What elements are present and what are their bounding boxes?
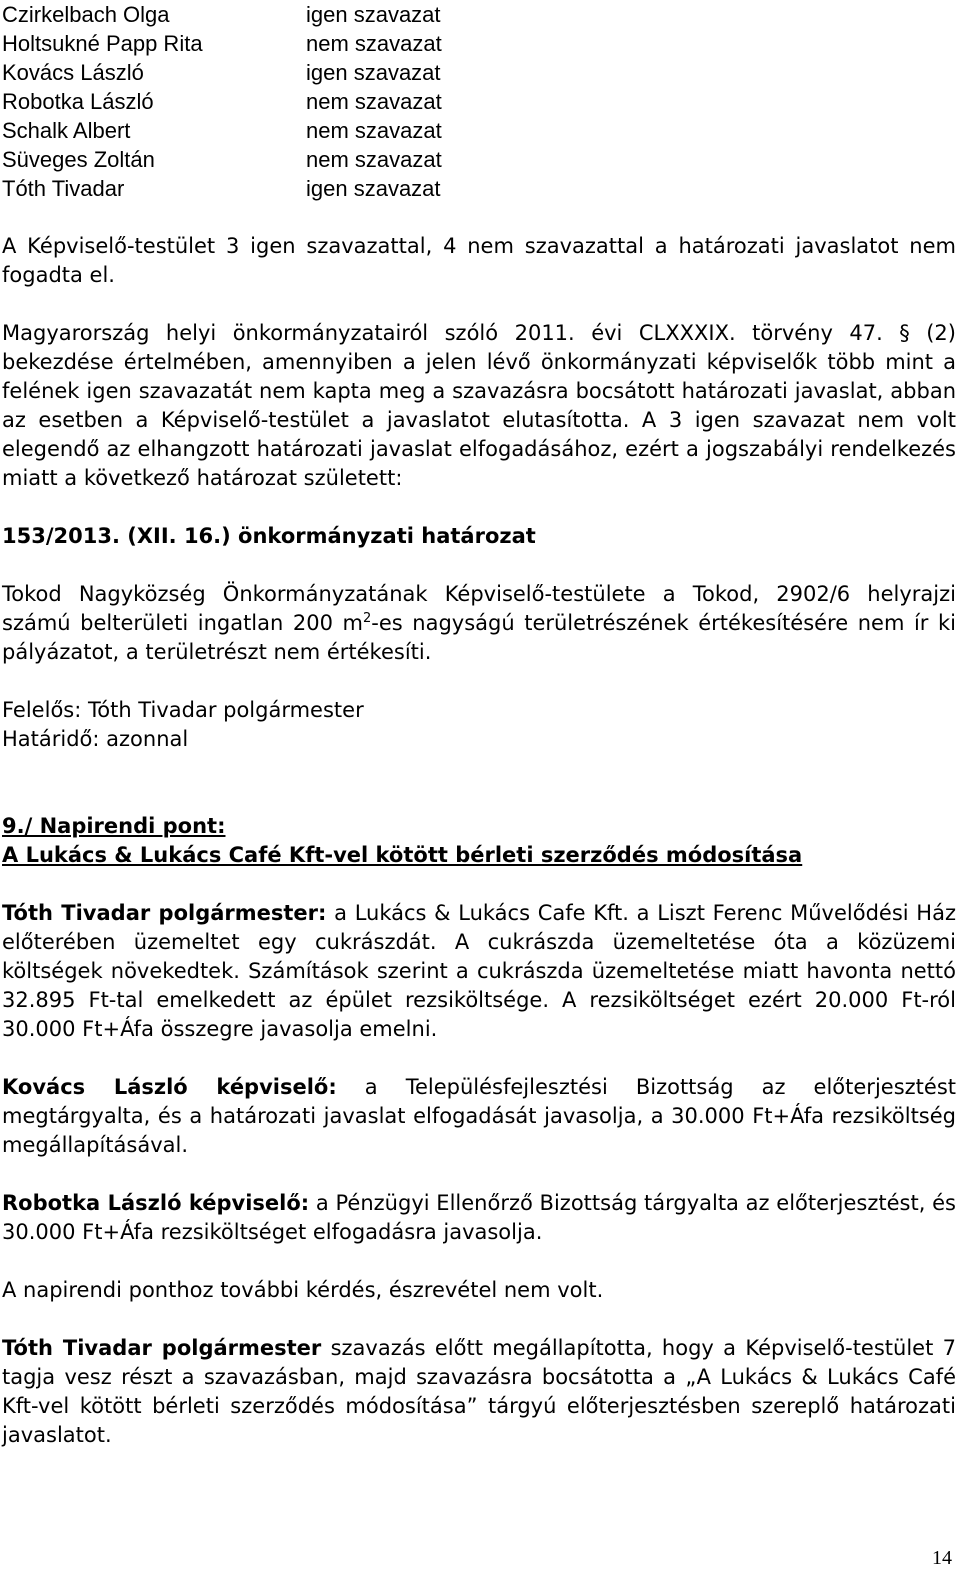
- law-reference-paragraph: Magyarország helyi önkormányzatairól szóló 2011. évi CLXXXIX. törvény 47. § (2) bekezdése értelmében, amennyiben a jelen lévő önkormányzati képviselők több mint a felének igen szavazatát nem kapta meg a szavazásra bocsátott határozati javaslat, abban az esetben a Képviselő-testület a javaslatot elutasította. A 3 igen szavazat nem volt elegendő az elhangzott határozati javaslat elfogadásához, ezért a jogszabályi rendelkezés miatt a következő határozat született:: [2, 321, 956, 490]
- document-page: [2, 0, 956, 1450]
- voter-name: Robotka László: [2, 89, 154, 114]
- vote-result-paragraph: A Képviselő-testület 3 igen szavazattal, 4 nem szavazattal a határozati javaslatot nem fogadta el.: [2, 234, 956, 287]
- superscript: 2: [362, 611, 372, 626]
- speech-text: a Településfejlesztési Bizottság az előterjesztést megtárgyalta, és a határozati javaslat elfogadását javasolja, a 30.000 Ft+Áfa rezsiköltség megállapításával.: [2, 1075, 956, 1157]
- vote-value: igen szavazat: [306, 176, 441, 201]
- responsible-line: Felelős: Tóth Tivadar polgármester: [2, 698, 364, 722]
- speaker-name: Tóth Tivadar polgármester: [2, 1336, 322, 1360]
- voter-name: Süveges Zoltán: [2, 147, 155, 172]
- vote-value: nem szavazat: [306, 147, 442, 172]
- resolution-text-main: Tokod Nagyközség Önkormányzatának Képviselő-testülete a Tokod, 2902/6 helyrajzi számú belterületi ingatlan 200 m: [2, 582, 956, 635]
- speaker-name: Kovács László képviselő:: [2, 1075, 337, 1099]
- speech-paragraph: [2, 1073, 956, 1160]
- agenda-number: 9./ Napirendi pont:: [2, 814, 226, 838]
- vote-value: nem szavazat: [306, 89, 442, 114]
- resolution-text-rest: -es nagyságú területrészének értékesítésére nem ír ki pályázatot, a területrészt nem értékesíti.: [2, 611, 956, 664]
- speaker-name: Robotka László képviselő:: [2, 1191, 310, 1215]
- voter-name: Kovács László: [2, 60, 144, 85]
- final-text: szavazás előtt megállapította, hogy a Képviselő-testület 7 tagja vesz részt a szavazásban, majd szavazásra bocsátotta a „A Lukács & Lukács Café Kft-vel kötött bérleti szerződés módosítása” tárgyú előterjesztésben szereplő határozati javaslatot.: [2, 1336, 957, 1447]
- speech-text: a Pénzügyi Ellenőrző Bizottság tárgyalta az előterjesztést, és 30.000 Ft+Áfa rezsiköltséget elfogadásra javasolja.: [2, 1191, 956, 1244]
- no-questions-paragraph: A napirendi ponthoz további kérdés, észrevétel nem volt.: [2, 1278, 604, 1302]
- voter-name: Czirkelbach Olga: [2, 2, 170, 27]
- resolution-title: 153/2013. (XII. 16.) önkormányzati határozat: [2, 524, 536, 548]
- speech-paragraph: [2, 1189, 956, 1247]
- vote-list: [2, 0, 956, 203]
- deadline-line: Határidő: azonnal: [2, 727, 189, 751]
- voter-name: Holtsukné Papp Rita: [2, 31, 203, 56]
- vote-value: nem szavazat: [306, 31, 442, 56]
- vote-value: nem szavazat: [306, 118, 442, 143]
- speaker-name: Tóth Tivadar polgármester:: [2, 901, 327, 925]
- voter-name: Schalk Albert: [2, 118, 131, 143]
- resolution-text: [2, 580, 956, 667]
- speech-text: a Lukács & Lukács Cafe Kft. a Liszt Ferenc Művelődési Ház előterében üzemeltet egy cukrászdát. A cukrászda üzemeltetése óta a közüzemi költségek növekedtek. Számítások szerint a cukrászda üzemeltetése miatt havonta nettó 32.895 Ft-tal emelkedett az épület rezsiköltsége. A rezsiköltséget ezért 20.000 Ft-ról 30.000 Ft+Áfa összegre javasolja emelni.: [2, 901, 956, 1041]
- vote-value: igen szavazat: [306, 2, 441, 27]
- agenda-title: A Lukács & Lukács Café Kft-vel kötött bérleti szerződés módosítása: [2, 843, 803, 867]
- speech-paragraph: [2, 899, 956, 1044]
- voter-name: Tóth Tivadar: [2, 176, 125, 201]
- page-number: 14: [932, 1547, 952, 1569]
- final-paragraph: [2, 1334, 956, 1450]
- vote-value: igen szavazat: [306, 60, 441, 85]
